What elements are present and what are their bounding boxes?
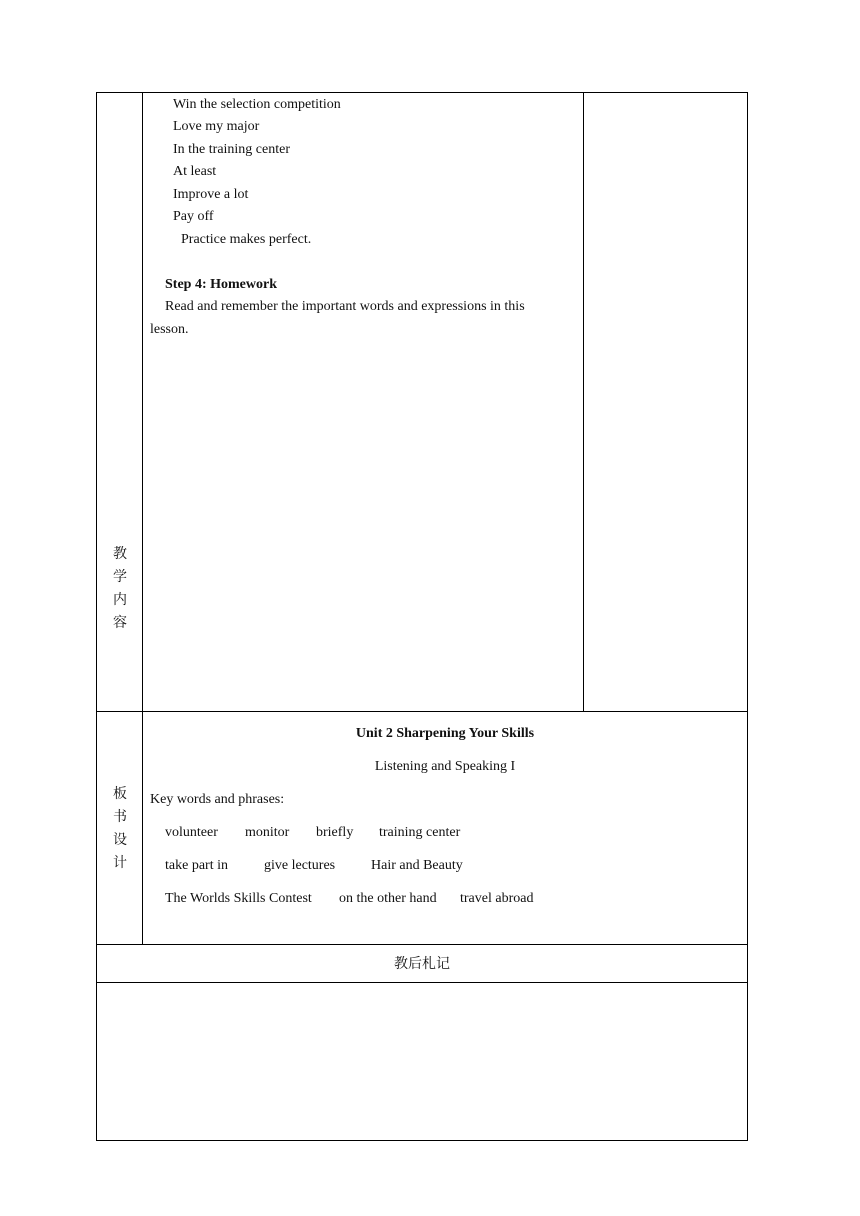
teaching-content-label bbox=[110, 543, 130, 635]
content-line: In the training center bbox=[173, 142, 291, 157]
table-top-border bbox=[96, 92, 748, 93]
content-line: Pay off bbox=[173, 209, 214, 224]
label-char: 学 bbox=[113, 569, 127, 585]
remarks-column-divider bbox=[583, 92, 584, 712]
content-line: Practice makes perfect. bbox=[181, 232, 312, 247]
content-line: Win the selection competition bbox=[173, 97, 341, 112]
board-title: Unit 2 Sharpening Your Skills bbox=[355, 726, 535, 741]
content-line: Love my major bbox=[173, 119, 260, 134]
table-right-border bbox=[747, 92, 748, 1141]
key-phrase: The Worlds Skills Contest bbox=[165, 891, 312, 906]
label-char: 教 bbox=[113, 546, 127, 562]
homework-text: Read and remember the important words and expressions in this bbox=[165, 299, 525, 314]
key-phrase: take part in bbox=[165, 858, 228, 873]
label-char: 设 bbox=[113, 832, 127, 848]
board-subtitle: Listening and Speaking I bbox=[374, 759, 516, 774]
key-phrase: Hair and Beauty bbox=[371, 858, 463, 873]
homework-text: lesson. bbox=[150, 322, 189, 337]
row-divider-1 bbox=[96, 711, 748, 712]
key-phrase: on the other hand bbox=[339, 891, 437, 906]
label-char: 板 bbox=[113, 786, 127, 802]
label-char: 容 bbox=[113, 615, 127, 631]
key-phrase: volunteer bbox=[165, 825, 218, 840]
key-words-heading: Key words and phrases: bbox=[150, 792, 285, 807]
notes-header: 教后札记 bbox=[394, 956, 450, 972]
label-char: 计 bbox=[113, 855, 127, 871]
table-bottom-border bbox=[96, 1140, 748, 1141]
key-phrase: briefly bbox=[316, 825, 354, 840]
label-char: 书 bbox=[113, 809, 127, 825]
content-line: At least bbox=[173, 164, 217, 179]
board-design-label bbox=[110, 783, 130, 875]
key-phrase: travel abroad bbox=[460, 891, 534, 906]
row-divider-2 bbox=[96, 944, 748, 945]
content-line: Improve a lot bbox=[173, 187, 249, 202]
label-column-divider bbox=[142, 92, 143, 945]
key-phrase: training center bbox=[379, 825, 461, 840]
label-char: 内 bbox=[113, 592, 127, 608]
notes-area[interactable] bbox=[97, 983, 747, 1140]
key-phrase: give lectures bbox=[264, 858, 336, 873]
key-phrase: monitor bbox=[245, 825, 290, 840]
homework-heading: Step 4: Homework bbox=[165, 277, 277, 292]
